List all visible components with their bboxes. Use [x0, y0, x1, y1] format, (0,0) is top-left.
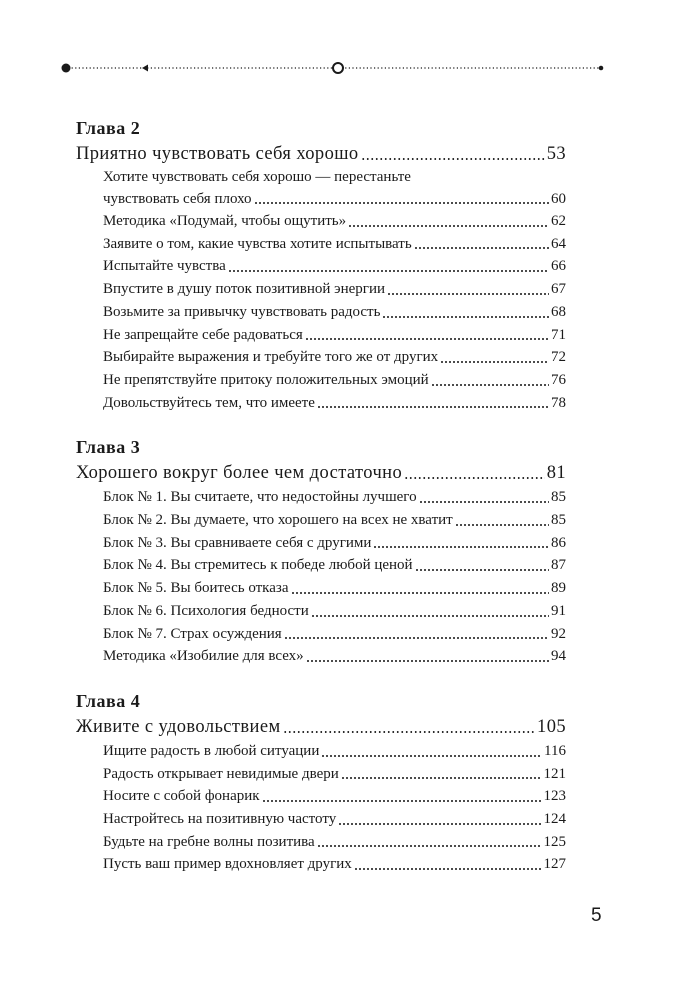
dot-leader	[414, 246, 549, 250]
chapter-4	[76, 688, 566, 876]
toc-entry-title: Блок № 7. Страх осуждения	[103, 625, 282, 642]
toc-entry-title: Возьмите за привычку чувствовать радость	[103, 303, 381, 320]
chapter-entries	[76, 740, 566, 876]
chapter-entries	[76, 486, 566, 668]
chapter-title-row[interactable]	[76, 714, 566, 740]
header-ornament	[0, 0, 681, 90]
toc-entry-title: Заявите о том, какие чувства хотите испытывать	[103, 235, 412, 252]
dot-leader	[361, 157, 545, 161]
toc-entry-page: 124	[543, 811, 566, 828]
toc-entry-page: 62	[551, 213, 566, 229]
toc-entry-page: 85	[551, 512, 566, 529]
toc-entry-title: Впустите в душу поток позитивной энергии	[103, 281, 386, 298]
toc-entry[interactable]	[103, 808, 566, 831]
toc-entry[interactable]	[103, 600, 566, 623]
chapter-label: Глава 2	[76, 118, 141, 138]
dot-leader	[382, 315, 549, 319]
toc-entry[interactable]	[103, 392, 566, 415]
chapter-title: Хорошего вокруг более чем достаточно	[76, 463, 403, 484]
toc-entry-title-line1: Хотите чувствовать себя хорошо — перестаньте	[103, 169, 411, 185]
dot-leader	[341, 776, 542, 780]
toc-entry-page: 64	[551, 235, 566, 252]
chapter-entries	[76, 167, 566, 414]
toc-entry[interactable]	[103, 301, 566, 324]
toc-entry-title-line2: чувствовать себя плохо	[103, 190, 252, 207]
dot-leader	[317, 844, 542, 848]
toc-entry-page: 86	[551, 534, 566, 551]
chapter-label: Глава 3	[76, 437, 141, 458]
toc-entry[interactable]	[103, 532, 566, 555]
toc-entry-page: 94	[551, 648, 566, 665]
ornament-left-dot	[62, 64, 71, 73]
toc-entry-title: Методика «Подумай, чтобы ощутить»	[103, 213, 347, 229]
chapter-page: 81	[546, 463, 566, 484]
dot-leader	[455, 523, 549, 527]
page-number: 5	[591, 905, 602, 926]
toc-entry-page: 91	[551, 602, 566, 619]
dot-leader	[338, 822, 541, 826]
toc-entry-page: 72	[551, 349, 566, 366]
toc-entry-page: 78	[551, 394, 566, 411]
toc-entry-title: Блок № 3. Вы сравниваете себя с другими	[103, 534, 372, 551]
toc-entry-page: 123	[543, 788, 566, 805]
toc-entry[interactable]	[103, 853, 566, 876]
toc-entry-title: Блок № 6. Психология бедности	[103, 602, 309, 619]
dot-leader	[291, 591, 550, 595]
toc-entry-title: Не запрещайте себе радоваться	[103, 326, 303, 343]
toc-entry-title: Испытайте чувства	[103, 258, 226, 275]
toc-entry-page: 87	[551, 557, 566, 574]
toc-entry[interactable]	[103, 346, 566, 369]
toc-entry[interactable]	[103, 645, 566, 668]
dot-leader	[404, 476, 545, 480]
toc-entry[interactable]	[103, 369, 566, 392]
toc-entry[interactable]	[103, 785, 566, 808]
chapter-label: Глава 4	[76, 690, 141, 711]
toc-entry[interactable]	[103, 554, 566, 577]
toc-entry-page: 127	[543, 856, 566, 873]
toc-entry[interactable]	[103, 831, 566, 854]
toc-entry-page: 125	[543, 833, 566, 850]
toc-entry-title: Методика «Изобилие для всех»	[103, 648, 304, 665]
toc-entry[interactable]	[103, 509, 566, 532]
toc-entry-title: Блок № 5. Вы боитесь отказа	[103, 580, 289, 597]
toc-entry[interactable]	[103, 255, 566, 278]
toc-entry-title: Блок № 2. Вы думаете, что хорошего на всех не хватит	[103, 512, 453, 529]
toc-entry-page: 76	[551, 371, 566, 388]
ornament-center-ring	[333, 63, 343, 73]
toc-entry-title: Выбирайте выражения и требуйте того же от других	[103, 349, 439, 366]
chapter-title-row[interactable]	[76, 460, 566, 486]
ornament-right-dot	[599, 66, 604, 71]
toc-entry-page: 89	[551, 580, 566, 597]
toc-entry-page: 66	[551, 258, 566, 275]
toc-entry-title: Будьте на гребне волны позитива	[103, 833, 315, 850]
chapter-page: 105	[537, 716, 566, 737]
dot-leader	[440, 360, 549, 364]
chapter-title: Приятно чувствовать себя хорошо	[76, 144, 359, 164]
toc-entry-title: Пусть ваш пример вдохновляет других	[103, 856, 352, 873]
dot-leader	[317, 405, 549, 409]
dot-leader	[321, 754, 542, 758]
chapter-page: 53	[546, 144, 566, 164]
dot-leader	[354, 867, 542, 871]
toc-entry[interactable]	[103, 740, 566, 763]
toc-entry-page: 68	[551, 303, 566, 320]
toc-entry[interactable]	[103, 577, 566, 600]
toc-entry[interactable]	[103, 486, 566, 509]
toc-entry-page: 121	[543, 765, 566, 782]
toc-entry-page: 67	[551, 281, 566, 298]
toc-entry-page: 85	[551, 489, 566, 506]
toc-entry[interactable]	[103, 167, 566, 210]
toc-entry-title: Блок № 1. Вы считаете, что недостойны лучшего	[103, 489, 417, 506]
toc-entry[interactable]	[103, 233, 566, 256]
dot-leader	[387, 292, 549, 296]
toc-entry-title: Не препятствуйте притоку положительных эмоций	[103, 371, 429, 388]
table-of-contents	[76, 115, 566, 896]
chapter-title-row[interactable]	[76, 141, 566, 167]
toc-entry-page: 92	[551, 625, 566, 642]
toc-entry[interactable]	[103, 763, 566, 786]
ornament-arrow	[142, 65, 148, 72]
dot-leader	[284, 636, 549, 640]
toc-entry-title: Носите с собой фонарик	[103, 788, 260, 805]
toc-entry[interactable]	[103, 210, 566, 233]
dot-leader	[419, 500, 549, 504]
toc-entry[interactable]	[103, 324, 566, 347]
chapter-title: Живите с удовольствием	[76, 716, 281, 737]
dot-leader	[283, 730, 535, 734]
toc-entry-page: 60	[551, 190, 566, 207]
dot-leader	[305, 337, 549, 341]
toc-entry-page: 71	[551, 326, 566, 343]
dot-leader	[431, 383, 549, 387]
toc-entry-title: Радость открывает невидимые двери	[103, 765, 339, 782]
dot-leader	[373, 545, 549, 549]
dot-leader	[348, 224, 549, 228]
toc-entry-title: Блок № 4. Вы стремитесь к победе любой ценой	[103, 557, 413, 574]
dot-leader	[306, 659, 549, 663]
toc-entry[interactable]	[103, 623, 566, 646]
toc-entry-page: 116	[544, 742, 566, 759]
chapter-3	[76, 434, 566, 668]
dot-leader	[254, 201, 549, 205]
toc-entry-title: Довольствуйтесь тем, что имеете	[103, 394, 315, 411]
dot-leader	[415, 568, 549, 572]
toc-entry[interactable]	[103, 278, 566, 301]
dot-leader	[262, 799, 542, 803]
toc-entry-title: Ищите радость в любой ситуации	[103, 742, 320, 759]
toc-entry-title: Настройтесь на позитивную частоту	[103, 811, 337, 828]
dot-leader	[228, 269, 549, 273]
chapter-2	[76, 115, 566, 414]
dot-leader	[311, 614, 549, 618]
